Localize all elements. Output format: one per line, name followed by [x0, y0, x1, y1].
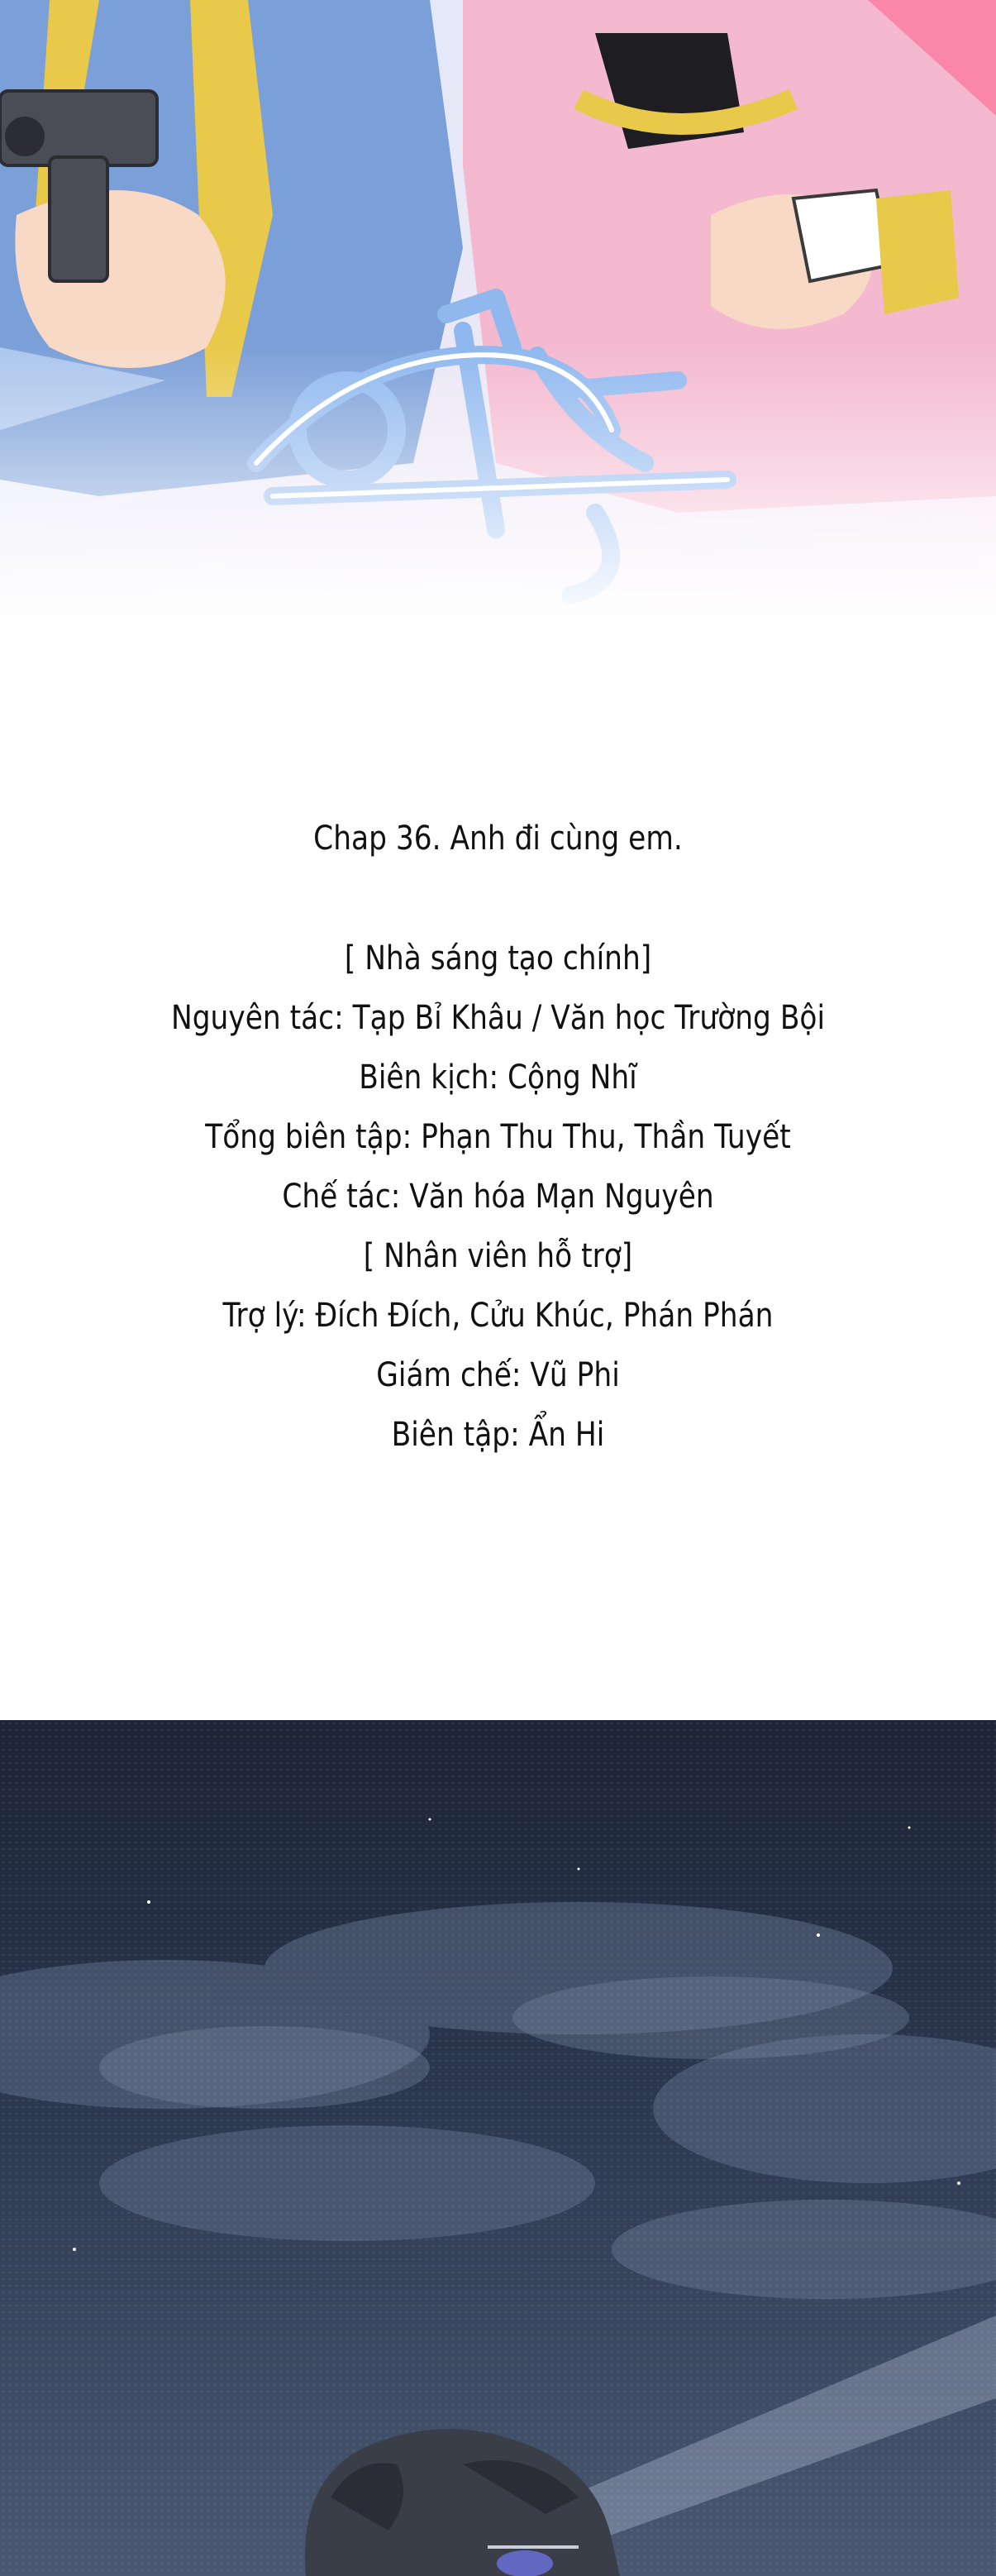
- credits-block: [0, 815, 996, 1465]
- cover-illustration: [0, 0, 996, 628]
- credit-line-production: Chế tác: Văn hóa Mạn Nguyên: [282, 1178, 714, 1216]
- credit-line-chief-editor: Tổng biên tập: Phạn Thu Thu, Thần Tuyết: [205, 1118, 791, 1156]
- credit-line-supervisor: Giám chế: Vũ Phi: [376, 1356, 620, 1394]
- night-sky-panel: [0, 1720, 996, 2576]
- credit-line-screenwriter: Biên kịch: Cộng Nhĩ: [359, 1059, 637, 1097]
- credit-line-assistants: Trợ lý: Đích Đích, Cửu Khúc, Phán Phán: [222, 1297, 774, 1335]
- credit-line-editor: Biên tập: Ẩn Hi: [391, 1416, 605, 1454]
- credit-line-original-work: Nguyên tác: Tạp Bỉ Khâu / Văn học Trường Bội: [170, 999, 826, 1037]
- chapter-title: Chap 36. Anh đi cùng em.: [313, 820, 683, 858]
- credit-line-creators-header: [ Nhà sáng tạo chính]: [344, 939, 652, 977]
- credit-line-support-header: [ Nhân viên hỗ trợ]: [363, 1237, 633, 1275]
